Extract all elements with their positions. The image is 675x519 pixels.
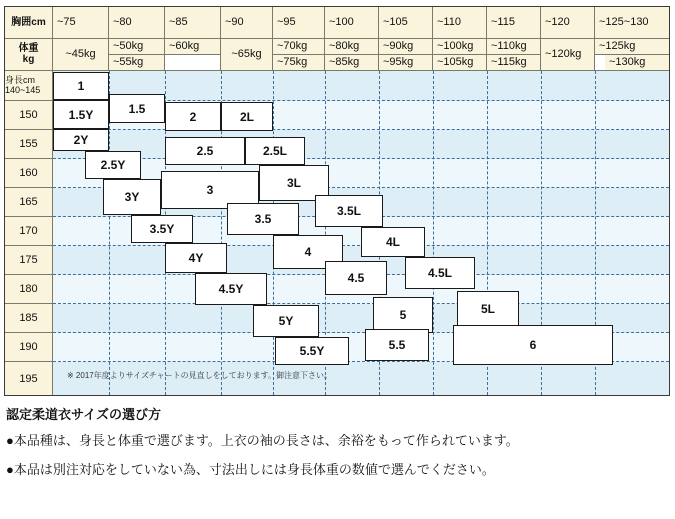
size-block-3.5[interactable]: 3.5 xyxy=(227,203,299,235)
row-label-5: 170 xyxy=(5,217,53,246)
size-block-3.5Y[interactable]: 3.5Y xyxy=(131,215,193,243)
header-weight-a-2: ~60kg xyxy=(165,39,221,55)
size-block-6[interactable]: 6 xyxy=(453,325,613,365)
header-chest-1: ~80 xyxy=(109,7,165,39)
size-block-5Y[interactable]: 5Y xyxy=(253,305,319,337)
size-block-4Y[interactable]: 4Y xyxy=(165,243,227,273)
header-chest-0: ~75 xyxy=(53,7,109,39)
header-chest-6: ~105 xyxy=(379,7,433,39)
row-label-6: 175 xyxy=(5,246,53,275)
row-label-0 xyxy=(5,71,53,101)
size-block-2.5[interactable]: 2.5 xyxy=(165,137,245,165)
table-body xyxy=(5,71,669,395)
size-block-5.5Y[interactable]: 5.5Y xyxy=(275,337,349,365)
header-weight-a-3: ~65kg xyxy=(221,39,273,71)
size-block-5L[interactable]: 5L xyxy=(457,291,519,327)
size-block-3[interactable]: 3 xyxy=(161,171,259,209)
band-row-2 xyxy=(53,130,669,159)
row-label-3: 160 xyxy=(5,159,53,188)
header-weight-b-10: ~130kg xyxy=(605,55,669,71)
size-chart-table xyxy=(4,6,670,396)
header-chest-10: ~125~130 xyxy=(595,7,669,39)
chart-footnote: ※ 2017年度よりサイズチャートの見直しをしております。御注意下さい。 xyxy=(67,371,333,380)
header-chest-3: ~90 xyxy=(221,7,273,39)
header-weight-a-8: ~110kg xyxy=(487,39,541,55)
header-chest-2: ~85 xyxy=(165,7,221,39)
header-weight-a-7: ~100kg xyxy=(433,39,487,55)
caption-block xyxy=(6,404,666,491)
size-block-5[interactable]: 5 xyxy=(373,297,433,333)
size-block-3Y[interactable]: 3Y xyxy=(103,179,161,215)
header-weight-b-8: ~115kg xyxy=(487,55,541,71)
size-block-1[interactable]: 1 xyxy=(53,72,109,100)
header-chest-8: ~115 xyxy=(487,7,541,39)
header-weight-b-1: ~55kg xyxy=(109,55,165,71)
row-label-8: 185 xyxy=(5,304,53,333)
header-weight-a-5: ~80kg xyxy=(325,39,379,55)
header-chest-5: ~100 xyxy=(325,7,379,39)
size-block-2[interactable]: 2 xyxy=(165,102,221,131)
size-block-4L[interactable]: 4L xyxy=(361,227,425,257)
header-corner-chest xyxy=(5,7,53,39)
header-weight-b-4: ~75kg xyxy=(273,55,325,71)
header-chest-4: ~95 xyxy=(273,7,325,39)
header-corner-weight xyxy=(5,39,53,71)
header-weight-b-7: ~105kg xyxy=(433,55,487,71)
caption-line-2: ●本品は別注対応をしていない為、寸法出しには身長体重の数値で選んでください。 xyxy=(6,461,495,477)
row-label-2: 155 xyxy=(5,130,53,159)
header-weight-a-4: ~70kg xyxy=(273,39,325,55)
size-block-1.5[interactable]: 1.5 xyxy=(109,94,165,123)
row-label-4: 165 xyxy=(5,188,53,217)
size-block-4.5[interactable]: 4.5 xyxy=(325,261,387,295)
size-block-3.5L[interactable]: 3.5L xyxy=(315,195,383,227)
header-weight-a-9: ~120kg xyxy=(541,39,595,71)
size-block-2.5L[interactable]: 2.5L xyxy=(245,137,305,165)
size-block-2L[interactable]: 2L xyxy=(221,102,273,131)
header-weight-a-0: ~45kg xyxy=(53,39,109,71)
header-weight-b-5: ~85kg xyxy=(325,55,379,71)
row-label-10: 195 xyxy=(5,362,53,395)
size-block-4[interactable]: 4 xyxy=(273,235,343,269)
header-weight-b-6: ~95kg xyxy=(379,55,433,71)
caption-title: 認定柔道衣サイズの選び方 xyxy=(6,407,161,422)
size-block-5.5[interactable]: 5.5 xyxy=(365,329,429,361)
header-chest-9: ~120 xyxy=(541,7,595,39)
size-block-4.5Y[interactable]: 4.5Y xyxy=(195,273,267,305)
row-label-1: 150 xyxy=(5,101,53,130)
header-weight-b-2 xyxy=(165,55,221,71)
row-label-7: 180 xyxy=(5,275,53,304)
col-sep-7 xyxy=(433,71,434,395)
corner-weight-label-1: 体重 xyxy=(18,43,39,54)
header-chest-7: ~110 xyxy=(433,7,487,39)
size-block-1.5Y[interactable]: 1.5Y xyxy=(53,100,109,129)
header-weight-a-1: ~50kg xyxy=(109,39,165,55)
header-weight-a-6: ~90kg xyxy=(379,39,433,55)
header-weight-a-10: ~125kg xyxy=(595,39,669,55)
caption-line-1: ●本品種は、身長と体重で選びます。上衣の袖の長さは、余裕をもって作られています。 xyxy=(6,433,519,448)
corner-weight-label-2: kg xyxy=(22,54,35,65)
size-block-4.5L[interactable]: 4.5L xyxy=(405,257,475,289)
row-label-9: 190 xyxy=(5,333,53,362)
size-block-2Y[interactable]: 2Y xyxy=(53,129,109,151)
size-block-3L[interactable]: 3L xyxy=(259,165,329,201)
corner-chest-label: 胸囲cm xyxy=(11,16,46,28)
row-label-0-text: 身長cm 140~145 xyxy=(5,74,41,95)
size-block-2.5Y[interactable]: 2.5Y xyxy=(85,151,141,179)
